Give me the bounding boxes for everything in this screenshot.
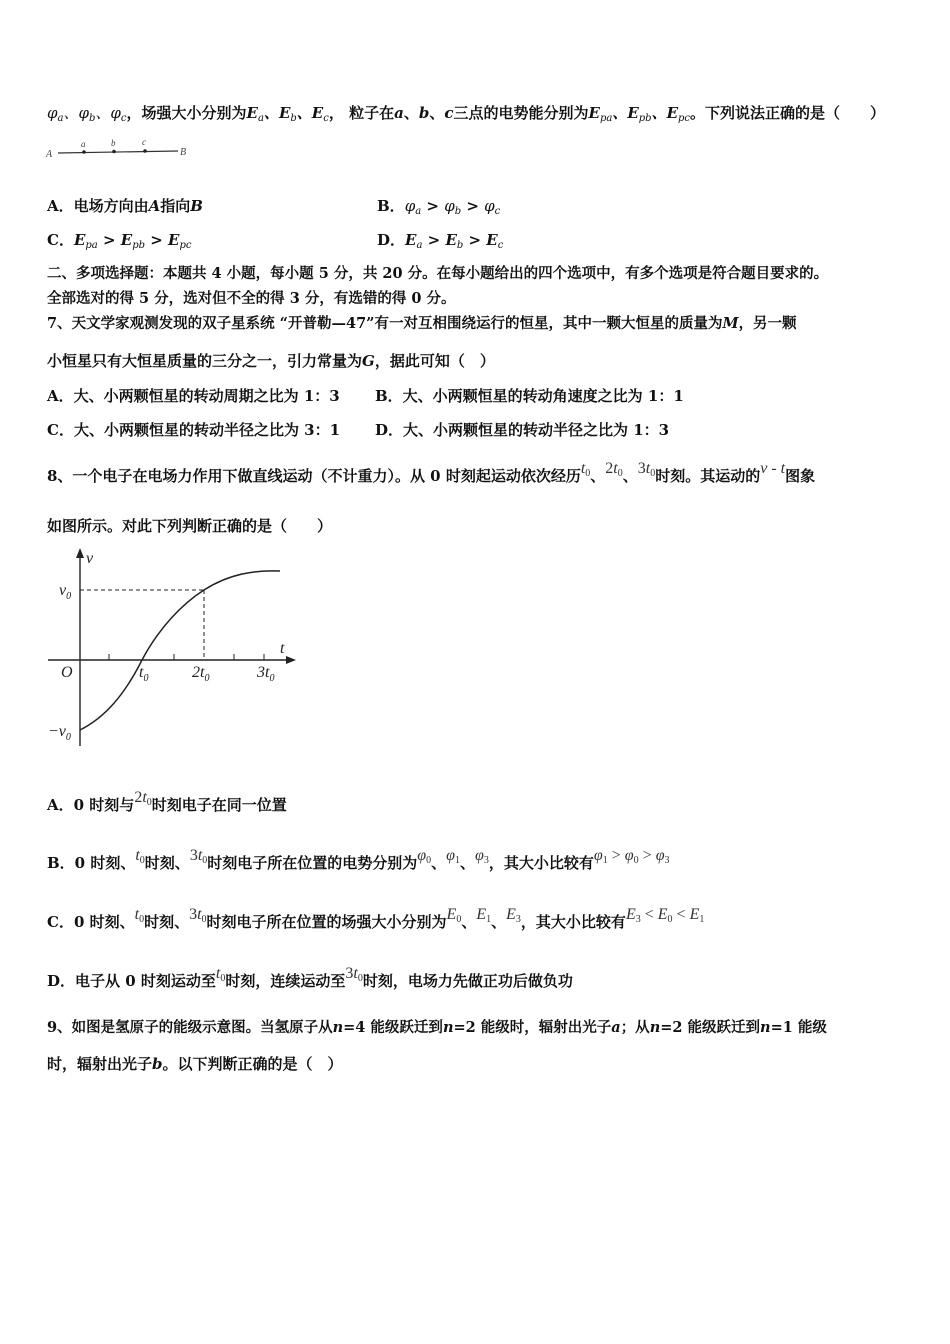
q8-option-d[interactable]: D．电子从 0 时刻运动至t0时刻，连续运动至3t0时刻，电场力先做正功后做负功 — [47, 965, 573, 990]
q7-stem-line2: 小恒星只有大恒星质量的三分之一，引力常量为G，据此可知（ ） — [47, 352, 495, 370]
q6-option-c[interactable]: C．$E_{pa} > E_{pb} > E_{pc}$ — [47, 231, 192, 251]
q8-stem-line2: 如图所示。对此下列判断正确的是（ ） — [47, 517, 333, 535]
section2-header-line2: 全部选对的得 5 分，选对但不全的得 3 分，有选错的得 0 分。 — [47, 290, 456, 307]
t-axis-label: t — [280, 640, 285, 657]
q6-option-a[interactable]: A．电场方向由A指向B — [47, 197, 203, 215]
three-t0-label: $3t_0$ — [257, 664, 275, 684]
q8-vt-graph — [44, 546, 304, 752]
origin-label: O — [61, 664, 73, 681]
v-axis-label: v — [86, 550, 94, 567]
q7-option-b[interactable]: B．大、小两颗恒星的转动角速度之比为 1：1 — [375, 387, 684, 405]
section2-header-line1: 二、多项选择题：本题共 4 小题，每小题 5 分，共 20 分。在每小题给出的四个选项中，有多个选项是符合题目要求的。 — [47, 265, 829, 282]
q6-option-d[interactable]: D．$E_a > E_b > E_c$ — [377, 231, 504, 251]
v-axis-arrow — [76, 548, 84, 558]
q9-stem-line1: 9、如图是氢原子的能级示意图。当氢原子从n=4 能级跃迁到n=2 能级时，辐射出光子a；从n=2 能级跃迁到n=1 能级 — [47, 1019, 827, 1036]
velocity-curve — [80, 571, 280, 730]
point-b-label: b — [111, 138, 116, 148]
q7-stem-line1: 7、天文学家观测发现的双子星系统 “开普勒—47”有一对互相围绕运行的恒星，其中一颗大恒星的质量为M，另一颗 — [47, 315, 797, 332]
q6-option-b[interactable]: B．$\varphi_a > \varphi_b > \varphi_c$ — [377, 197, 501, 217]
point-c-label: c — [142, 137, 146, 147]
q6-stem: $\varphi_a$、$\varphi_b$、$\varphi_c$，场强大小分别为$E_a$、$E_b$、$E_c$， 粒子在a、b、c三点的电势能分别为$E_{pa}$、$E_{pb}$、$E_{pc}$。下列说法正确的是（ ） — [47, 104, 886, 124]
q8-option-b[interactable]: B．0 时刻、t0时刻、3t0时刻电子所在位置的电势分别为φ0、φ1、φ3，其大小比较有φ1 > φ0 > φ3 — [47, 847, 670, 872]
q7-option-a[interactable]: A．大、小两颗恒星的转动周期之比为 1：3 — [47, 387, 340, 405]
q6-line-diagram — [44, 136, 194, 160]
t-axis-arrow — [286, 656, 296, 664]
two-t0-label: $2t_0$ — [192, 664, 210, 684]
q8-stem-line1: 8、一个电子在电场力作用下做直线运动（不计重力）。从 0 时刻起运动依次经历t0、2t0、3t0时刻。其运动的v - t图象 — [47, 460, 816, 485]
v0-label: $v_0$ — [59, 582, 72, 602]
t0-label: $t_0$ — [139, 664, 149, 684]
point-B-label: B — [180, 147, 187, 158]
point-a-label: a — [81, 139, 86, 149]
q8-option-c[interactable]: C．0 时刻、t0时刻、3t0时刻电子所在位置的场强大小分别为E0、E1、E3，其大小比较有E3 < E0 < E1 — [47, 906, 705, 931]
q8-option-a[interactable]: A．0 时刻与2t0时刻电子在同一位置 — [47, 789, 287, 814]
q7-option-d[interactable]: D．大、小两颗恒星的转动半径之比为 1：3 — [375, 421, 670, 439]
neg-v0-label: $-v_0$ — [48, 723, 71, 743]
q9-stem-line2: 时，辐射出光子b。以下判断正确的是（ ） — [47, 1055, 343, 1073]
point-A-label: A — [46, 149, 53, 160]
q7-option-c[interactable]: C．大、小两颗恒星的转动半径之比为 3：1 — [47, 421, 341, 439]
